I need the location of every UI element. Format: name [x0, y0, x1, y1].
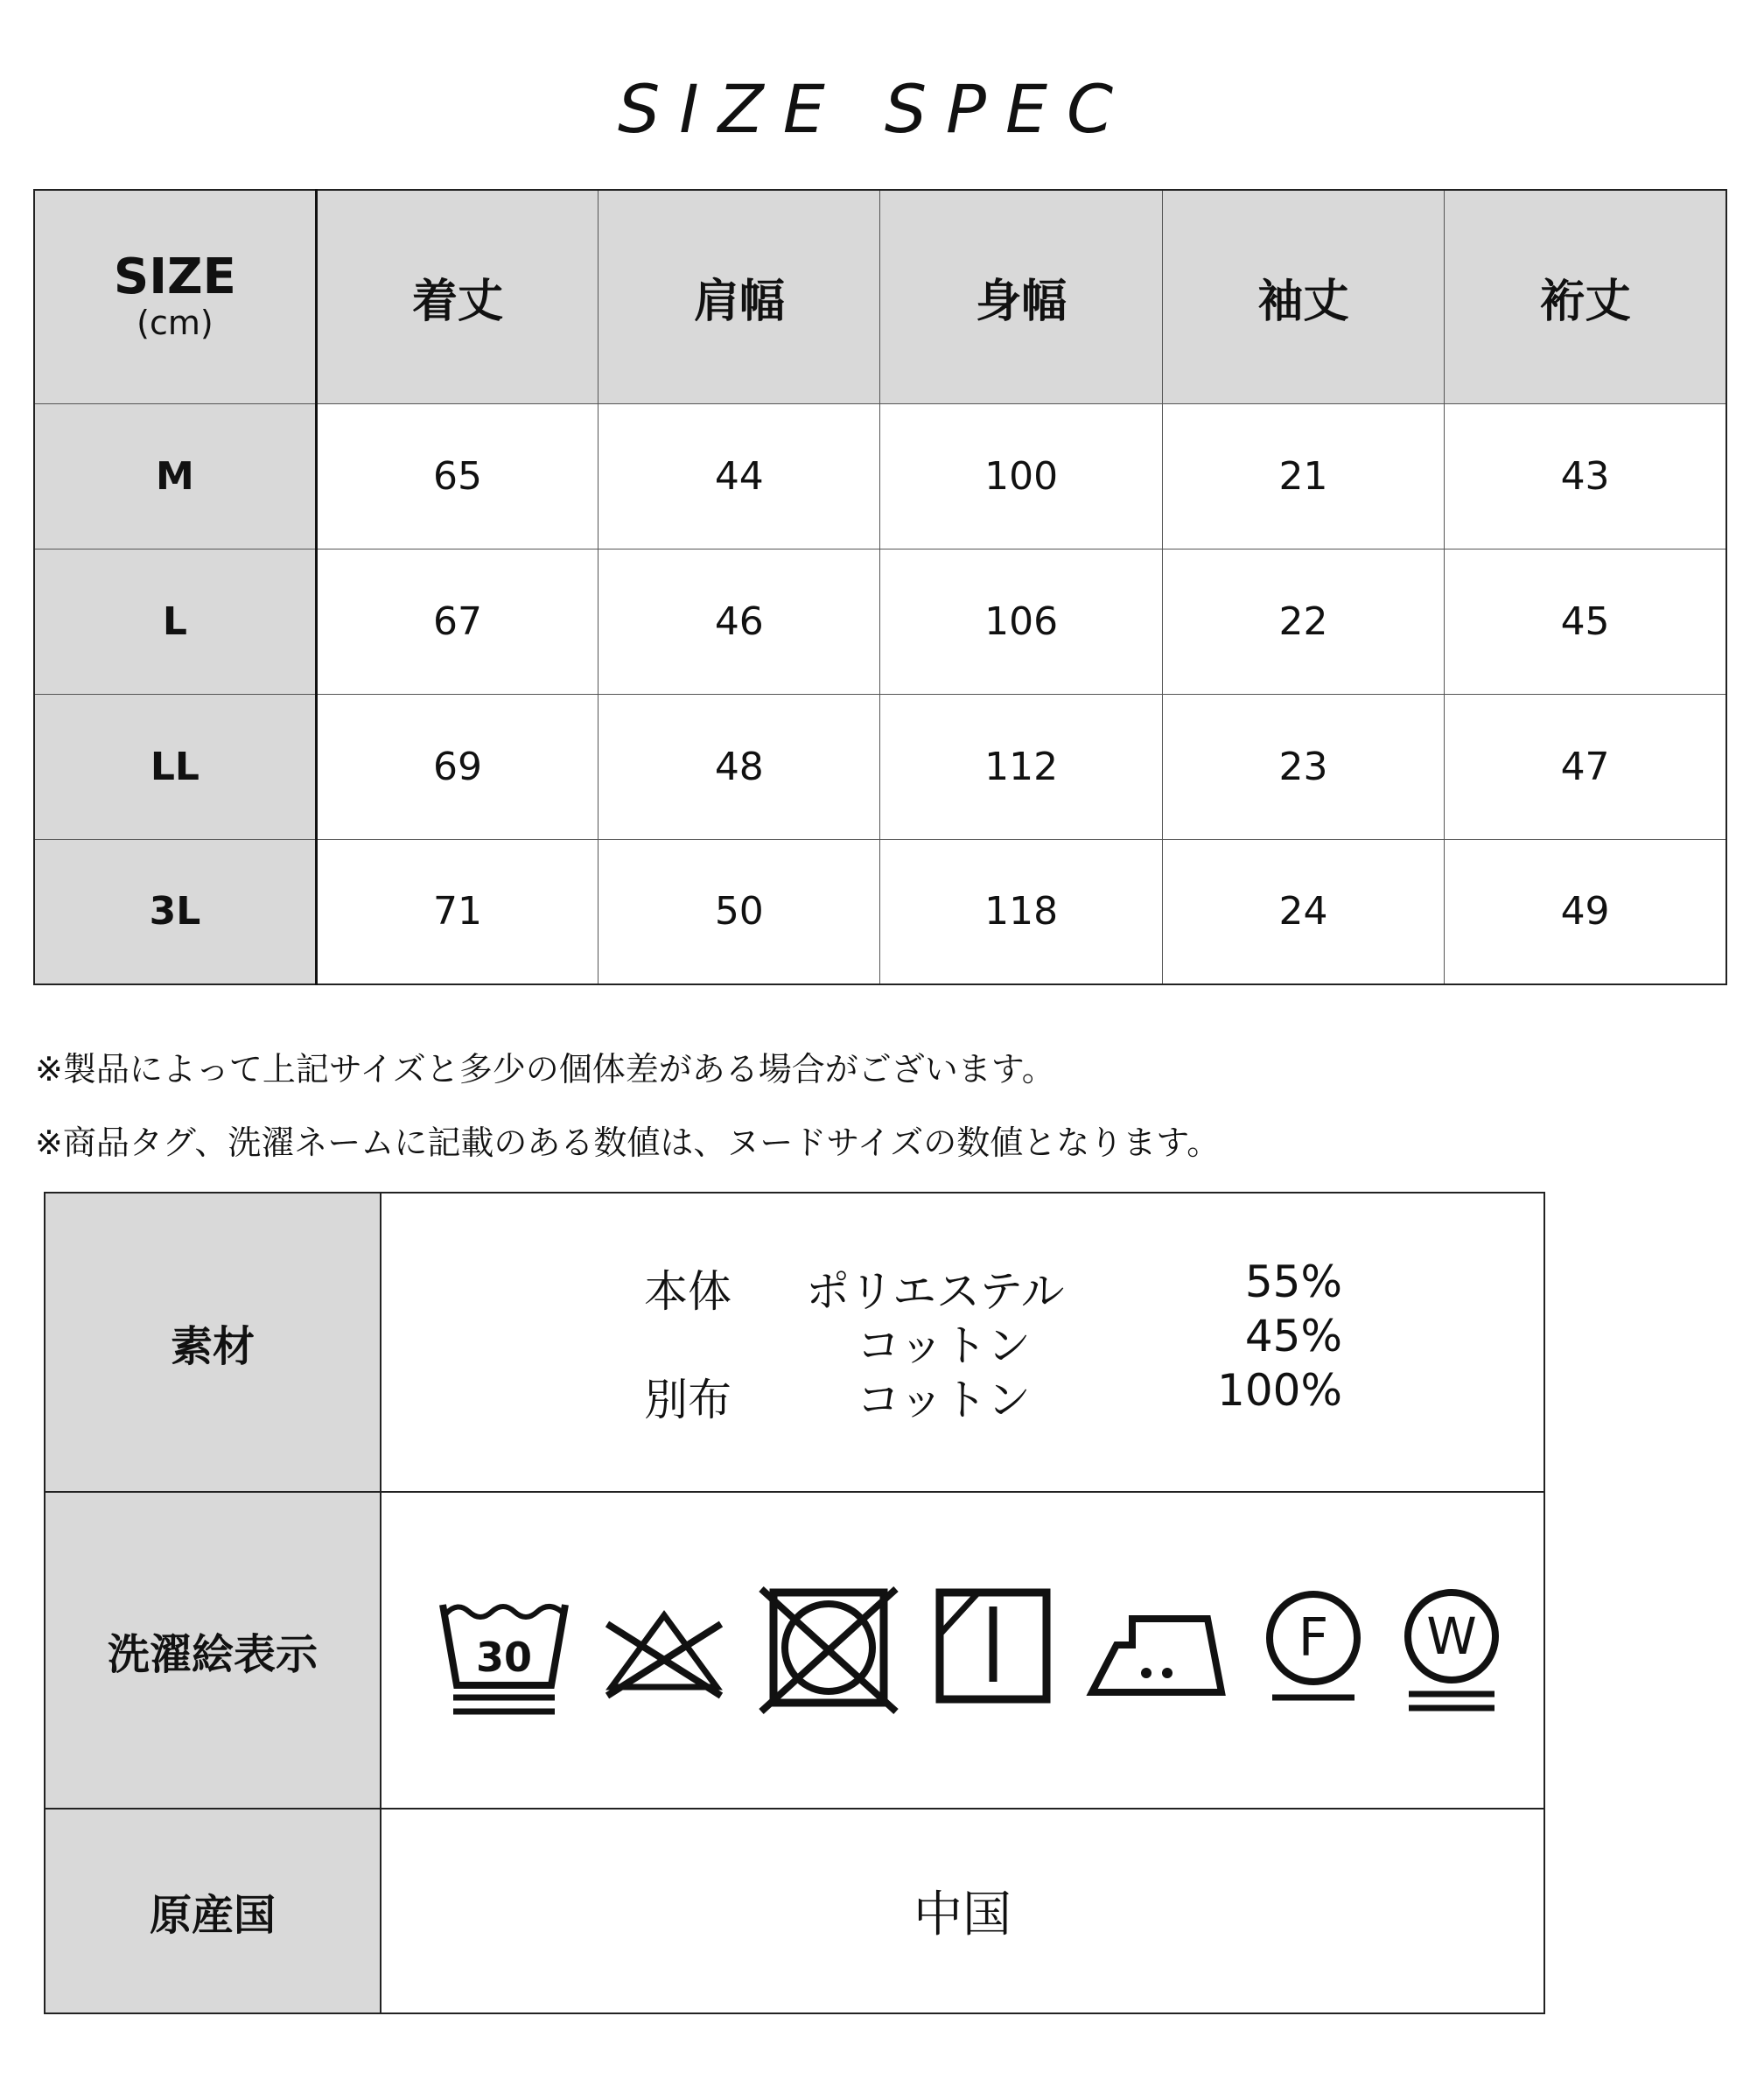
wash-30-gentle-icon — [434, 1580, 574, 1720]
table-cell: 48 — [598, 694, 880, 839]
table-cell: 67 — [316, 549, 598, 694]
page-title: SIZE SPEC — [617, 70, 1133, 148]
care-cell — [381, 1492, 1544, 1809]
material-part: 別布 — [644, 1375, 732, 1425]
iron-medium-icon — [1083, 1580, 1232, 1720]
table-row — [34, 839, 1726, 984]
table-cell: 21 — [1162, 403, 1444, 549]
notes — [35, 1032, 1220, 1180]
material-cell — [381, 1193, 1544, 1492]
table-cell: 46 — [598, 549, 880, 694]
column-header: 裄丈 — [1445, 190, 1726, 403]
table-cell: 112 — [880, 694, 1162, 839]
material-row — [45, 1193, 1544, 1492]
table-row — [34, 694, 1726, 839]
size-row-label: 3L — [34, 839, 316, 984]
table-cell: 118 — [880, 839, 1162, 984]
table-row — [34, 403, 1726, 549]
material-percent: 100% — [1217, 1365, 1342, 1416]
table-cell: 43 — [1445, 403, 1726, 549]
product-info-table — [44, 1192, 1545, 2014]
table-cell: 50 — [598, 839, 880, 984]
column-header: 着丈 — [316, 190, 598, 403]
table-cell: 106 — [880, 549, 1162, 694]
dry-clean-f-icon — [1256, 1580, 1370, 1720]
table-cell: 22 — [1162, 549, 1444, 694]
size-row-label: LL — [34, 694, 316, 839]
table-cell: 47 — [1445, 694, 1726, 839]
material-grid — [382, 1194, 1544, 1491]
material-fabric: ポリエステル — [806, 1266, 1065, 1317]
column-header: 肩幅 — [598, 190, 880, 403]
size-corner-unit: (cm) — [136, 304, 214, 343]
material-fabric: コットン — [857, 1375, 1031, 1425]
origin-label: 原産国 — [45, 1809, 381, 2013]
table-cell: 65 — [316, 403, 598, 549]
origin-row — [45, 1809, 1544, 2013]
line-dry-shade-icon — [928, 1580, 1059, 1720]
size-corner-label: SIZE — [113, 248, 236, 305]
care-row — [45, 1492, 1544, 1809]
table-cell: 23 — [1162, 694, 1444, 839]
material-percent: 55% — [1244, 1256, 1342, 1307]
wash-temp-text: 30 — [475, 1634, 533, 1681]
table-cell: 71 — [316, 839, 598, 984]
dry-clean-letter: F — [1298, 1607, 1329, 1669]
table-cell: 24 — [1162, 839, 1444, 984]
wet-clean-w-icon — [1395, 1580, 1508, 1720]
table-row — [34, 549, 1726, 694]
column-header: 身幅 — [880, 190, 1162, 403]
no-bleach-icon — [598, 1580, 730, 1720]
table-cell: 49 — [1445, 839, 1726, 984]
size-row-label: M — [34, 403, 316, 549]
material-part: 本体 — [644, 1266, 732, 1317]
note-line: ※製品によって上記サイズと多少の個体差がある場合がございます。 — [35, 1050, 1055, 1088]
column-header: 袖丈 — [1162, 190, 1444, 403]
table-cell: 45 — [1445, 549, 1726, 694]
size-table — [33, 189, 1727, 985]
table-cell: 44 — [598, 403, 880, 549]
no-tumble-dry-icon — [754, 1580, 903, 1720]
care-label: 洗濯絵表示 — [45, 1492, 381, 1809]
care-icons — [382, 1493, 1544, 1808]
size-corner-cell — [34, 190, 316, 403]
material-fabric: コットン — [857, 1320, 1031, 1371]
size-row-label: L — [34, 549, 316, 694]
origin-value: 中国 — [381, 1809, 1544, 2013]
wet-clean-letter: W — [1426, 1606, 1477, 1666]
material-label: 素材 — [45, 1193, 381, 1492]
table-cell: 69 — [316, 694, 598, 839]
note-line: ※商品タグ、洗濯ネームに記載のある数値は、ヌードサイズの数値となります。 — [35, 1124, 1221, 1162]
material-percent: 45% — [1244, 1311, 1342, 1362]
table-cell: 100 — [880, 403, 1162, 549]
size-table-header-row — [34, 190, 1726, 403]
